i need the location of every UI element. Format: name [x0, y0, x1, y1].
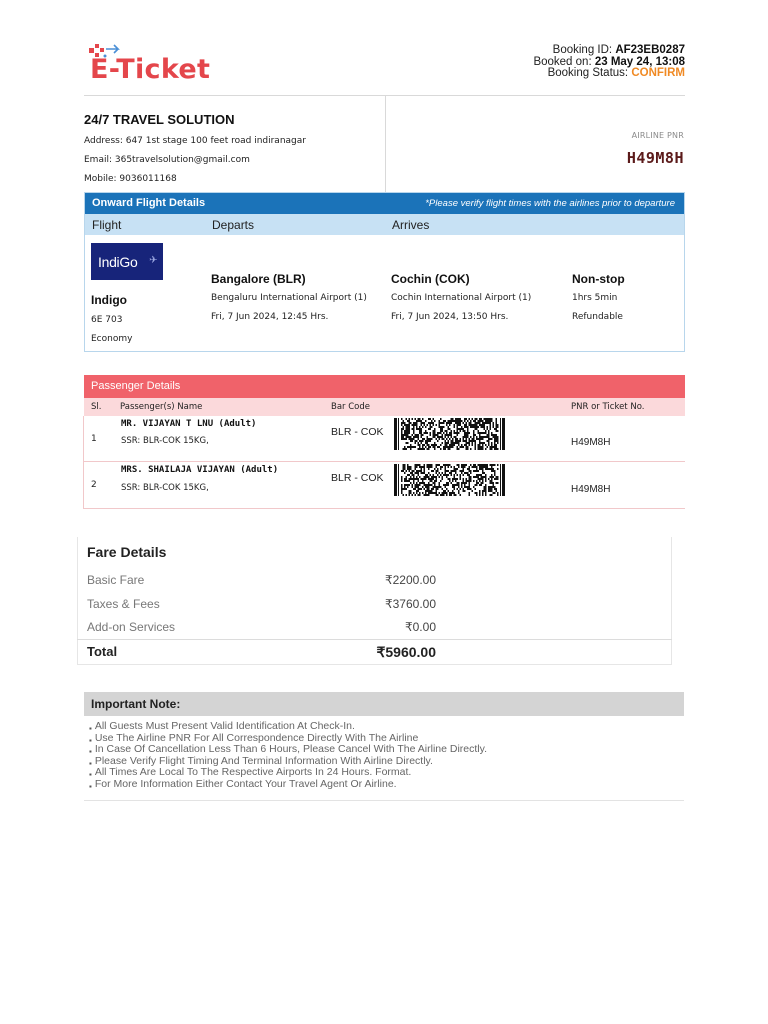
note-item: ▪ All Times Are Local To The Respective Airports In 24 Hours. Format. [89, 767, 487, 779]
important-note-header [84, 692, 684, 716]
flight-number: 6E 703 [91, 315, 123, 325]
passenger-row-divider [84, 461, 685, 462]
depart-city: Bangalore (BLR) [211, 272, 306, 286]
passenger-pnr: H49M8H [571, 484, 611, 495]
agency-address: Address: 647 1st stage 100 feet road indiranagar [84, 136, 306, 146]
flight-column-headers [85, 214, 684, 235]
boarding-barcode [394, 464, 505, 496]
col-pnr: PNR or Ticket No. [571, 402, 645, 412]
fare-total-divider [77, 639, 672, 640]
passenger-pnr: H49M8H [571, 437, 611, 448]
booking-id: AF23EB0287 [615, 44, 685, 56]
passenger-left-border [83, 416, 84, 509]
col-arrives: Arrives [392, 218, 430, 232]
booked-on: 23 May 24, 13:08 [594, 55, 685, 68]
flight-verify-note: *Please verify flight times with the airlines prior to departure [425, 198, 675, 209]
arrive-airport: Cochin International Airport (1) [391, 293, 532, 303]
passenger-ssr: SSR: BLR-COK 15KG, [121, 436, 209, 446]
agency-email: Email: 365travelsolution@gmail.com [84, 155, 250, 165]
col-barcode: Bar Code [331, 402, 370, 412]
passenger-section-title: Passenger Details [91, 380, 181, 392]
fare-title: Fare Details [87, 544, 167, 560]
duration: 1hrs 5min [572, 293, 618, 303]
fare-label-basic: Basic Fare [87, 573, 145, 587]
flight-header [85, 193, 684, 214]
passenger-column-headers [84, 398, 685, 416]
fare-total-value: ₹5960.00 [376, 644, 436, 660]
passenger-name: MRS. SHAILAJA VIJAYAN (Adult) [121, 465, 279, 475]
refund-status: Refundable [572, 312, 623, 322]
booking-id-line: Booking ID: AF23EB0287 [552, 44, 685, 56]
passenger-ssr: SSR: BLR-COK 15KG, [121, 483, 209, 493]
fare-label-taxes: Taxes & Fees [87, 597, 160, 611]
boarding-barcode [394, 418, 505, 450]
passenger-name: MR. VIJAYAN T LNU (Adult) [121, 419, 257, 429]
booking-status: CONFIRM [631, 67, 685, 79]
booking-status-line: Booking Status: CONFIRM [547, 67, 685, 79]
plane-icon: ✈ [149, 255, 158, 266]
fare-label-addon: Add-on Services [87, 620, 176, 634]
passenger-sl: 1 [91, 434, 97, 444]
eticket-logo [86, 44, 236, 90]
flight-section-title: Onward Flight Details [92, 197, 206, 209]
stops: Non-stop [572, 272, 625, 286]
passenger-row-divider [84, 508, 685, 509]
airline-pnr-value: H49M8H [626, 149, 684, 167]
depart-time: Fri, 7 Jun 2024, 12:45 Hrs. [211, 312, 329, 322]
agency-name: 24/7 TRAVEL SOLUTION [84, 112, 235, 127]
booked-on-line: Booked on: 23 May 24, 13:08 [533, 55, 685, 68]
col-flight: Flight [92, 218, 122, 232]
airline-pnr-label: AIRLINE PNR [631, 131, 684, 140]
important-note-title: Important Note: [91, 697, 181, 711]
note-item: ▪ Please Verify Flight Timing And Terminal Information With Airline Directly. [89, 756, 487, 768]
note-bottom-divider [84, 800, 684, 801]
logo-text: E-Ticket [90, 54, 211, 85]
col-departs: Departs [212, 218, 255, 232]
passenger-route: BLR - COK [331, 472, 384, 484]
fare-value-basic: ₹2200.00 [384, 573, 436, 587]
note-item: ▪ For More Information Either Contact Your Travel Agent Or Airline. [89, 779, 487, 791]
col-name: Passenger(s) Name [120, 402, 203, 412]
booking-info [533, 45, 685, 80]
airline-name: Indigo [91, 293, 127, 307]
note-item: ▪ All Guests Must Present Valid Identification At Check-In. [89, 721, 487, 733]
arrive-time: Fri, 7 Jun 2024, 13:50 Hrs. [391, 312, 509, 322]
cabin-class: Economy [91, 334, 133, 344]
passenger-sl: 2 [91, 480, 97, 490]
col-sl: Sl. [91, 402, 102, 412]
fare-value-addon: ₹0.00 [405, 620, 436, 634]
fare-value-taxes: ₹3760.00 [384, 597, 436, 611]
passenger-header [84, 375, 685, 398]
important-note-list [89, 721, 487, 791]
agency-mobile: Mobile: 9036011168 [84, 174, 177, 184]
passenger-route: BLR - COK [331, 426, 384, 438]
fare-total-label: Total [87, 644, 118, 659]
indigo-logo-text: IndiGo [98, 254, 138, 270]
note-item: ▪ Use The Airline PNR For All Correspondence Directly With The Airline [89, 733, 487, 745]
indigo-logo [91, 243, 163, 280]
arrive-city: Cochin (COK) [391, 272, 470, 286]
agency-pnr-divider [385, 95, 386, 192]
depart-airport: Bengaluru International Airport (1) [211, 293, 367, 303]
note-item: ▪ In Case Of Cancellation Less Than 6 Hours, Please Cancel With The Airline Directly. [89, 744, 487, 756]
